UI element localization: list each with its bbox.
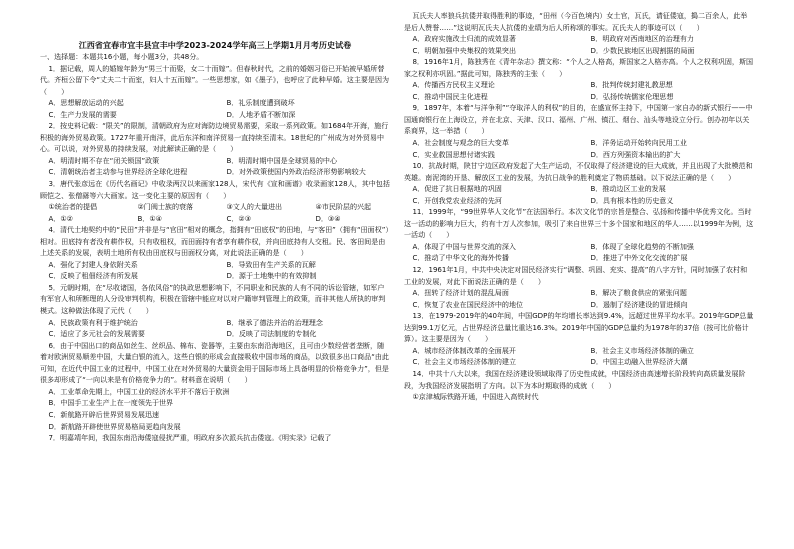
question-stem: 9．1897年，本着“与洋争利”“夺取洋人的利权”的目的，在盛宣怀主持下，中国第一家自办的新式银行——中国通商银行在上海设立，并在北京、天津、汉口、福州、广州、镇江、烟台、汕头等地设立分行。创办初年以关系商界，这一举措（ ） — [404, 103, 753, 136]
answer-option: A．思想解放运动的兴起 — [48, 98, 124, 108]
answer-options — [404, 183, 754, 206]
answer-option: D．少数民族地区出现割据的局面 — [590, 45, 695, 55]
question — [404, 56, 754, 102]
answer-option: D．人地矛盾不断加深 — [226, 109, 296, 119]
answer-options — [404, 137, 754, 160]
answer-option: B．社会主义市场经济体制的确立 — [590, 345, 694, 355]
question-stem: 2．按史料记载：“限关”的限制，清朝政府为应对海防边境贸易需要，采取一系列政策。如1684年开海，施行积极的海外贸易政策。1727年重开南洋，此后东洋和南洋贸易一直持续至清末。18世纪的广州成为对外贸易中心。可以说，对外贸易的持续发展，对此解读正确的是（ ） — [40, 121, 389, 154]
answer-option: B．批判传统封建礼教思想 — [590, 80, 673, 90]
answer-options — [404, 79, 754, 102]
answer-options — [40, 259, 390, 282]
answer-option: ②门阀士族的衰落 — [137, 202, 194, 212]
question — [404, 160, 754, 206]
question-stem: 13．在1979-2019年的40年间，中国GDP的年均增长率达到9.4%，远超过世界平均水平。2019年GDP总量达到99.1万亿元，占世界经济总量比重达16.3%。2019年中国的GDP总量约为1978年的37倍（按可比价格计算）。这主要是因为（ ） — [404, 311, 754, 344]
answer-option: ①京津城际铁路开通，中国进入高铁时代 — [412, 392, 539, 402]
answer-options — [40, 386, 390, 432]
right-column — [404, 10, 754, 444]
question — [404, 264, 754, 310]
answer-option: A．城市经济体制改革的全面展开 — [412, 345, 516, 355]
answer-options — [404, 391, 754, 403]
answer-option: A．明清时期不存在“闭关锁国”政策 — [48, 155, 160, 165]
answer-option: B．洋务运动开始转向民用工业 — [590, 138, 687, 148]
answer-option: A．体现了中国与世界交流的深入 — [412, 241, 516, 251]
answer-option: D．西方列强资本输出的扩大 — [590, 149, 681, 159]
answer-option: B．明政府对西南地区的治理有力 — [590, 34, 694, 44]
answer-option: A．政府实施改土归流的成效显著 — [412, 34, 516, 44]
question-stem: 3．唐代张彦远在《历代名画记》中收录两汉以来画家128人，宋代有《宣和画谱》收录画家128人，其中包括顾恺之、张僧繇等六大画家。这一变化主要的原因有（ ） — [40, 179, 390, 200]
question — [40, 63, 390, 121]
answer-options — [404, 241, 754, 264]
answer-option: D．弘扬传统儒家伦理思想 — [590, 91, 674, 101]
answer-option: C．明朝加强中央集权的效果突出 — [412, 45, 517, 55]
question — [40, 224, 390, 282]
answer-options — [404, 287, 754, 310]
answer-option: A．①② — [48, 213, 73, 223]
question-stem: 11．1999年，“99世界华人文化节”在法国举行。本次文化节的宗旨是整合、弘扬和传播中华优秀文化。当时这一活动的影响力巨大，约有十万人次参加，吸引了来自世界三十多个国家和地区的华人……以1999年为例，这一活动（ ） — [404, 207, 754, 240]
answer-option: C．推动中国民主化进程 — [412, 91, 488, 101]
question — [40, 178, 390, 224]
answer-option: D．推进了中外文化交流的扩展 — [590, 253, 688, 263]
question — [404, 206, 754, 264]
answer-option: A．传播西方民权主义理论 — [412, 80, 495, 90]
question-stem: 7．明嘉靖年间，我国东南沿海倭寇侵扰严重，明政府多次派兵抗击倭寇。《明实录》记载了 — [48, 433, 332, 443]
answer-option: B．体现了全球化趋势的不断加强 — [590, 241, 694, 251]
question — [40, 282, 390, 340]
answer-option: D．中国主动融入世界经济大潮 — [590, 357, 688, 367]
answer-option: D．对外政策使国内外政治经济形势影响较大 — [226, 167, 366, 177]
answer-option: D．新航路开辟使世界贸易格局更趋向发展 — [48, 421, 181, 431]
answer-option: B．解决了粮食供应的紧张问题 — [590, 288, 687, 298]
answer-option: D．具有根本性的历史意义 — [590, 195, 674, 205]
answer-option: A．促进了抗日根据地的巩固 — [412, 184, 502, 194]
answer-option: ④市民阶层的兴起 — [315, 202, 372, 212]
section-heading: 一、选择题：本题共16小题，每小题3分，共48分。 — [40, 52, 204, 61]
answer-option: A．工业革命先期上，中国工业的经济水平并不落后于欧洲 — [48, 386, 230, 396]
answer-option: B．中国手工业生产上在一度领先于世界 — [48, 398, 174, 408]
question — [40, 120, 390, 178]
answer-option: A．扭转了经济计划的混乱局面 — [412, 288, 509, 298]
answer-option: B．礼乐制度遭到破坏 — [226, 98, 295, 108]
answer-option: D．③④ — [315, 213, 341, 223]
question-stem: 8．1916年1月，陈独秀在《青年杂志》撰文称：“个人之人格高，斯国家之人格亦高。个人之权利巩固，斯国家之权利亦巩固。”据此可知，陈独秀的主张（ ） — [404, 57, 754, 78]
answer-option: B．推动边区工业的发展 — [590, 184, 666, 194]
answer-option: C．生产力发展的需要 — [48, 109, 117, 119]
answer-option: C．实业救国思想付诸实践 — [412, 149, 495, 159]
answer-option: C．清朝统治者主动参与世界经济全球化进程 — [48, 167, 188, 177]
left-column — [40, 10, 390, 444]
question-stem: 6．由于中国出口的商品如丝生、丝织品、棉布、瓷器等，主要由东南沿海地区，且可由少数经营者垄断，随着对欧洲贸易顺差中国，大量白银的流入，这些白银的形成会直接吸收中国市场的商品，以致很多出口商品“由此可知，在近代中国工业的过程中，中国工业在对外贸易的大量资金用于国际市场上具备明显的价格竞争力”，但是很多却形成了“一向以来是有价格竞争力的”。材料意在说明（ ） — [40, 340, 389, 385]
answer-options — [40, 201, 390, 224]
answer-option: A．民族政策有利于维护统治 — [48, 317, 138, 327]
answer-option: B．①④ — [137, 213, 162, 223]
answer-option: A．社会制度与观念的巨大变革 — [412, 138, 509, 148]
answer-option: ①统治者的提倡 — [48, 202, 98, 212]
answer-option: C．推动了中华文化的海外传播 — [412, 253, 509, 263]
question — [404, 368, 754, 403]
answer-options — [40, 97, 390, 120]
question-stem: 瓦氏夫人率狼兵抗倭并取得胜利的事迹，“田州（今百色境内）女土官，瓦氏，请征倭寇，搗二百余人，此举是后人赞誉……”这说明瓦氏夫人抗倭的业绩为后人所称颂的事实。瓦氏夫人的事迹可以（ ） — [404, 11, 748, 32]
answer-options — [404, 33, 754, 56]
question-stem: 4．清代土地契约中的“民田”并非是与“官田”相对的概念，指拥有“田底权”的田地，与“客田”（拥有“田面权”）相对。田底持有者没有耕作权，只有收租权，而田面持有者享有耕作权，并向田底持有人交租。民、客田间是由上述关系的发展，表明土地所有权由田底权与田面权分离，对此说法正确的是（ ） — [40, 225, 389, 258]
answer-option: B．导致田有生产关系的瓦解 — [226, 259, 316, 269]
question-stem: 5．元朝时期，在“尽收诸国，各依风俗”的执政思想影响下，不同职业和民族的人有不同的诉讼管辖，如军户有军官人和所断理的人分设审判机构，积极在管辖中能应对以对户籍审判管理上的政策，而非其他人所执的审判模式。这种做法体现了元代（ ） — [40, 282, 386, 316]
answer-option: D．遏制了经济建设的冒进倾向 — [590, 299, 688, 309]
answer-option: C．反映了租佃经济有所发展 — [48, 271, 138, 281]
question — [404, 102, 754, 160]
answer-option: ③文人的大量进出 — [226, 202, 283, 212]
answer-option: A．强化了封建人身依附关系 — [48, 259, 138, 269]
answer-option: C．新航路开辟后世界贸易发展迅速 — [48, 409, 160, 419]
question-stem: 1．据记载，周人的婚嫁年龄为“男三十而娶，女二十而嫁”。但春秋时代，之前的婚姻习俗已开始被早婚所替代。齐桓公留下令“丈夫二十而室，妇人十五而嫁”。一些思想家，如《墨子》，也呼应了此种早婚。这主要是因为（ ） — [40, 63, 390, 96]
answer-option: C．适应了多元社会的发展需要 — [48, 329, 145, 339]
answer-option: D．反映了司法制度的专制化 — [226, 329, 317, 339]
answer-option: C．社会主义市场经济体制的建立 — [412, 357, 517, 367]
question — [40, 340, 390, 432]
answer-option: D．源于土地集中的有效抑制 — [226, 271, 317, 281]
answer-options — [404, 345, 754, 368]
question-stem: 14．中共十八大以来，我国在经济建设领域取得了历史性成就，中国经济由高速增长阶段转向高质量发展阶段，为我国经济发展指明了方向。以下为本时期取得的成就（ ） — [404, 368, 746, 390]
answer-option: B．继承了德法并治的治理理念 — [226, 317, 323, 327]
answer-option: C．②③ — [226, 213, 252, 223]
answer-option: B．明清时期中国是全球贸易的中心 — [226, 155, 337, 165]
question — [404, 310, 754, 368]
answer-options — [40, 155, 390, 178]
question-stem: 12．1961年1月，中共中央决定对国民经济实行“调整、巩固、充实、提高”的八字方针，同时加强了农村和工业的发展，对此下面说法正确的是（ ） — [404, 265, 748, 286]
answer-option: C．恢复了农业在国民经济中的地位 — [412, 299, 524, 309]
answer-options — [40, 317, 390, 340]
answer-option: C．开创我党农业经济的先河 — [412, 195, 502, 205]
exam-title: 江西省宜春市宜丰县宜丰中学2023-2024学年高三上学期1月月考历史试卷 — [78, 40, 352, 50]
question — [404, 10, 754, 56]
question — [40, 432, 390, 444]
question-stem: 10．抗战时期，陕甘宁边区政府发起了大生产运动，不仅取得了经济建设的巨大成就，并且出现了大批模范和英雄。南泥湾的开垦、解放区工业的发展，为抗日战争的胜利奠定了物质基础。以下说法正确的是（ ） — [404, 161, 753, 182]
